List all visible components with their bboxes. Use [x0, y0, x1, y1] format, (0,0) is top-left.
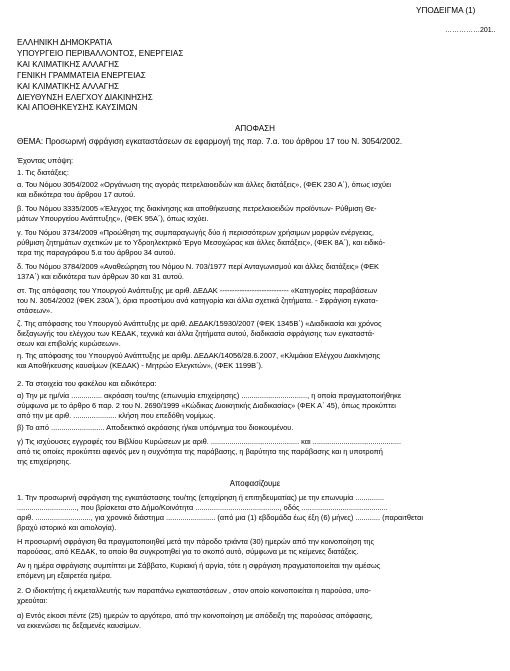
decision-para-4: 2. Ο ιδιοκτήτης ή εκμεταλλευτής των παραπάνω εγκαταστάσεων , στον οποίο κοινοποιείται η παρούσα, υπο- χρεούται:: [17, 586, 372, 605]
decision-para-5: α) Εντός είκοσι πέντε (25) ημερών το αργότερο, από την κοινοποίηση με απόδειξη της παρούσας απόφασης, να εκκενώσει τις δεξαμενές καυσίμων.: [17, 611, 373, 630]
having-regard-heading: Έχοντας υπόψη:: [17, 156, 74, 165]
decision-para-3: Αν η ημέρα σφράγισης συμπίπτει με Σάββατο, Κυριακή ή αργία, τότε η σφράγιση πραγματοποιείται την αμέσως επόμενη μη εξαιρετέα ημέρα.: [17, 561, 381, 580]
file-item-c: γ) Τις ισχύουσες εγγραφές του Βιβλίου Κυρώσεων με αριθ. ........................................... και ........................................... από τις οποίες προκύπτει αφενός μεν η συχνότητα της παράβασης, η βαρύτητα της παράβασης και η υποτροπή της επιχείρησης.: [17, 437, 402, 466]
authority-line: ΕΛΛΗΝΙΚΗ ΔΗΜΟΚΡΑΤΙΑ: [17, 38, 113, 47]
we-decide-heading: Αποφασίζουμε: [229, 479, 281, 488]
provision-b: β. Του Νόμου 3335/2005 «Έλεγχος της διακίνησης και αποθήκευσης πετρελαιοειδών προϊόντων- Ρύθμιση Θε- μάτων Υπουργείου Ανάπτυξης», (ΦΕΚ 95Α΄), όπως ισχύει.: [17, 204, 377, 223]
authority-line: ΓΕΝΙΚΗ ΓΡΑΜΜΑΤΕΙΑ ΕΝΕΡΓΕΙΑΣ: [17, 70, 146, 80]
provision-d: δ. Του Νόμου 3784/2009 «Αναθεώρηση του Νόμου Ν. 703/1977 περί Ανταγωνισμού και άλλες διατάξεις» (ΦΕΚ 137Α΄) και ειδικότερα των άρθρων 30 και 31 αυτού.: [17, 262, 379, 281]
decision-subject: ΘΕΜΑ: Προσωρινή σφράγιση εγκαταστάσεων σε εφαρμογή της παρ. 7.α. του άρθρου 17 του Ν. 3054/2002.: [17, 137, 403, 146]
authority-line: ΚΑΙ ΚΛΙΜΑΤΙΚΗΣ ΑΛΛΑΓΗΣ: [17, 59, 120, 69]
decision-title: ΑΠΟΦΑΣΗ: [234, 124, 275, 133]
decision-para-1: 1. Την προσωρινή σφράγιση της εγκατάστασης του/της (επιχείρηση ή επιτηδευματίας) με την επωνυμία .............. ............................., που βρίσκεται στο Δήμο/Κοινότητα ........................................., οδός .......................................... αριθ. ..........................., για χρονικό διάστημα ........................ (από μια (1) εβδομάδα έως έξη (6) μήνες) ............ (παραιτθεται βραχύ ιστορικό και αιτιολογία).: [17, 493, 423, 532]
provision-g: η. Της απόφασης του Υπουργού Ανάπτυξης με αριθμ. ΔΕΔΑΚ/14056/28.6.2007, «Κλιμάκια Ελέγχου Διακίνησης και Αποθήκευσης καυσίμων (ΚΕΔΑΚ) - Μητρώο Ελεγκτών», (ΦΕΚ 1199Β΄).: [17, 351, 381, 370]
authority-line: ΔΙΕΥΘΥΝΣΗ ΕΛΕΓΧΟΥ ΔΙΑΚΙΝΗΣΗΣ: [17, 92, 153, 102]
provision-a: α. Του Νόμου 3054/2002 «Οργάνωση της αγοράς πετρελαιοειδών και άλλες διατάξεις», (ΦΕΚ 230 Α΄), όπως ισχύει και ειδικότερα του άρθρου 17 αυτού.: [17, 180, 392, 199]
date-line: ……………201..: [445, 27, 496, 34]
authority-line: ΚΑΙ ΚΛΙΜΑΤΙΚΗΣ ΑΛΛΑΓΗΣ: [17, 81, 120, 91]
provisions-heading: 1. Τις διατάξεις:: [17, 168, 69, 177]
provision-e: στ. Της απόφασης του Υπουργού Ανάπτυξης με αριθ. ΔΕΔΑΚ ---------------------------- «Κατηγορίες παραβάσεων του Ν. 3054/2002 (ΦΕΚ 230Α΄), όρια προστίμου ανά κατηγορία και άλλα σχετικά ζητήματα. - Σφράγιση εγκατα- στάσεων».: [17, 286, 378, 315]
file-item-b: β) Το από .......................... Αποδεικτικό ακρόασης ή/και υπόμνημα του διοικουμένου.: [17, 423, 294, 432]
authority-line: ΚΑΙ ΑΠΟΘΗΚΕΥΣΗΣ ΚΑΥΣΙΜΩΝ: [17, 103, 138, 113]
provision-f: ζ. Της απόφασης του Υπουργού Ανάπτυξης με αριθ. ΔΕΔΑΚ/15930/2007 (ΦΕΚ 1345Β΄) «Διαδικασία και χρόνος διεξαγωγής του ελέγχου των ΚΕΔΑΚ, τεχνικά και άλλα ζητήματα αυτού, διαδικασία σφράγισης των εγκαταστά- σεων και επιβολής κυρώσεων».: [17, 319, 382, 348]
file-item-a: α) Την με ημ/νία ............... ακρόαση του/της (επωνυμία επιχείρησης) ................................, η οποία πραγματοποιήθηκε σύμφωνα με το άρθρο 6 παρ. 2 του Ν. 2690/1999 «Κώδικας Διοικητικής Διαδικασίας» (ΦΕΚ Α΄ 45), όπως προκύπτει από την με αριθ. ..................... κλήση που επεδόθη νομίμως.: [17, 391, 402, 420]
authority-line: ΥΠΟΥΡΓΕΙΟ ΠΕΡΙΒΑΛΛΟΝΤΟΣ, ΕΝΕΡΓΕΙΑΣ: [17, 48, 184, 58]
file-details-heading: 2. Τα στοιχεία του φακέλου και ειδικότερα:: [17, 379, 157, 388]
decision-para-2: Η προσωρινή σφράγιση θα πραγματοποιηθεί μετά την πάροδο τριάντα (30) ημερών από την κοινοποίηση της παρούσας, από ΚΕΔΑΚ, το οποίο θα συγκροτηθεί για το σκοπό αυτό, σύμφωνα με τις κείμενες διατάξεις.: [17, 537, 375, 556]
provision-c: γ. Του Νόμου 3734/2009 «Προώθηση της συμπαραγωγής δύο ή περισσότερων χρήσιμων μορφών ενέργειας, ρύθμιση ζητημάτων σχετικών με το Υδροηλεκτρικό Έργο Μεσοχώρας και άλλες διατάξεις», (ΦΕΚ 8Α΄), και ειδικό- τερα της παραγράφου 5.α του άρθρου 34 αυτού.: [17, 228, 386, 257]
issuing-authority: [17, 38, 183, 114]
form-label: ΥΠΟΔΕΙΓΜΑ (1): [416, 6, 476, 15]
